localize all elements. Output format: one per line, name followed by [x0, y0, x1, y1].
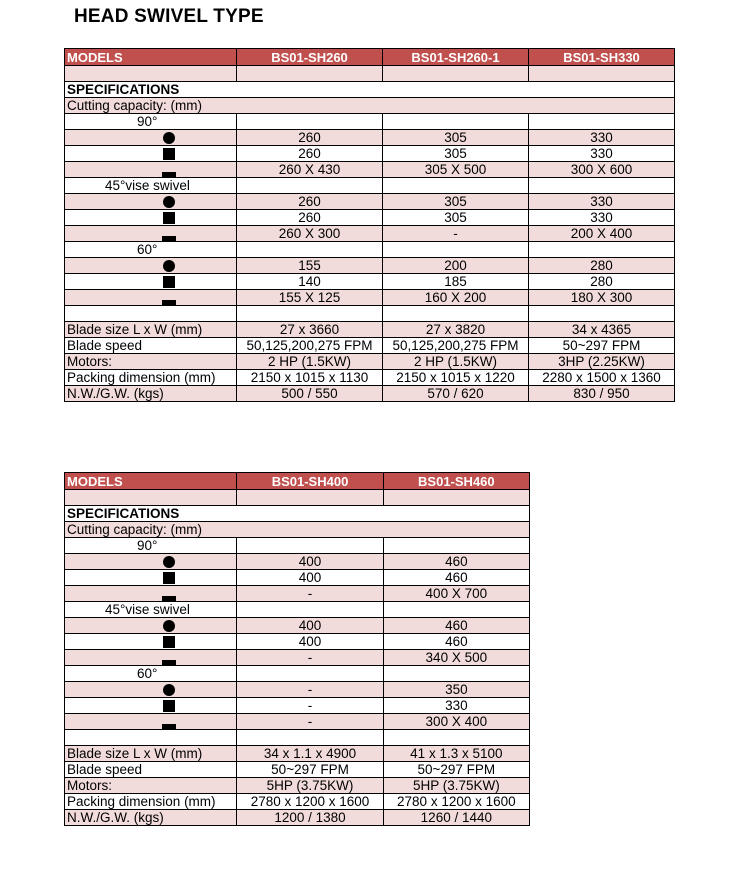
- blank-cell: [383, 538, 529, 554]
- specifications-heading: [65, 506, 530, 522]
- capacity-row: [65, 698, 530, 714]
- capacity-value: 260: [237, 146, 383, 162]
- capacity-value: 330: [529, 146, 675, 162]
- spec-row: [65, 322, 675, 338]
- capacity-value: 340 X 500: [383, 650, 529, 666]
- capacity-row: [65, 210, 675, 226]
- spec-label: N.W./G.W. (kgs): [65, 386, 237, 402]
- capacity-row: [65, 634, 530, 650]
- capacity-value: 280: [529, 258, 675, 274]
- blank-cell: [383, 66, 529, 82]
- capacity-row: [65, 146, 675, 162]
- blank-cell: [383, 730, 529, 746]
- blank-cell: [383, 114, 529, 130]
- spec-label: Packing dimension (mm): [65, 794, 237, 810]
- capacity-row: [65, 130, 675, 146]
- angle-90-label-label: 90°: [65, 114, 237, 130]
- models-label: MODELS: [65, 473, 237, 490]
- blank-row: [65, 306, 675, 322]
- flat-bar-icon: [162, 172, 176, 178]
- models-header-row: [65, 49, 675, 66]
- spec-label: Blade size L x W (mm): [65, 746, 237, 762]
- angle-60-label-label: 60°: [65, 666, 237, 682]
- models-header-row: [65, 473, 530, 490]
- blank-cell: [237, 666, 383, 682]
- flat-bar-icon: [162, 300, 176, 306]
- capacity-value: 300 X 600: [529, 162, 675, 178]
- blank-row: [65, 66, 675, 82]
- model-name: BS01-SH400: [237, 473, 383, 490]
- capacity-value: 160 X 200: [383, 290, 529, 306]
- angle-45-label-label: 45°vise swivel: [65, 178, 237, 194]
- spec-label: Blade speed: [65, 338, 237, 354]
- blank-cell: [529, 242, 675, 258]
- square-bar-cell: [65, 570, 237, 586]
- capacity-value: 460: [383, 554, 529, 570]
- spec-value: 830 / 950: [529, 386, 675, 402]
- round-bar-cell: [65, 682, 237, 698]
- capacity-row: [65, 258, 675, 274]
- blank-cell: [529, 178, 675, 194]
- capacity-value: 260 X 300: [237, 226, 383, 242]
- capacity-value: 330: [529, 210, 675, 226]
- angle-90-label: [65, 538, 530, 554]
- cutting-capacity-label-label: Cutting capacity: (mm): [65, 522, 530, 538]
- blank-cell: [529, 114, 675, 130]
- capacity-value: 330: [529, 130, 675, 146]
- spec-label: Blade size L x W (mm): [65, 322, 237, 338]
- blank-cell: [237, 490, 383, 506]
- spec-row: [65, 810, 530, 826]
- blank-cell: [237, 602, 383, 618]
- blank-cell: [383, 602, 529, 618]
- cutting-capacity-label: [65, 522, 530, 538]
- spec-value: 5HP (3.75KW): [383, 778, 529, 794]
- spec-value: 2780 x 1200 x 1600: [383, 794, 529, 810]
- blank-cell: [237, 242, 383, 258]
- round-bar-icon: [163, 556, 175, 568]
- square-bar-icon: [163, 572, 175, 584]
- cutting-capacity-label-label: Cutting capacity: (mm): [65, 98, 675, 114]
- capacity-value: 330: [529, 194, 675, 210]
- blank-cell: [383, 242, 529, 258]
- capacity-value: 400: [237, 570, 383, 586]
- flat-bar-icon: [162, 724, 176, 730]
- capacity-value: 305: [383, 146, 529, 162]
- flat-bar-cell: [65, 586, 237, 602]
- spec-table-2: [64, 472, 530, 826]
- capacity-value: 155: [237, 258, 383, 274]
- capacity-row: [65, 274, 675, 290]
- capacity-row: [65, 714, 530, 730]
- spec-row: [65, 370, 675, 386]
- spec-value: 50~297 FPM: [383, 762, 529, 778]
- capacity-value: -: [237, 650, 383, 666]
- square-bar-cell: [65, 146, 237, 162]
- square-bar-icon: [163, 636, 175, 648]
- capacity-value: 260: [237, 194, 383, 210]
- blank-cell: [529, 66, 675, 82]
- spec-row: [65, 746, 530, 762]
- square-bar-cell: [65, 634, 237, 650]
- capacity-value: 155 X 125: [237, 290, 383, 306]
- capacity-row: [65, 618, 530, 634]
- capacity-row: [65, 162, 675, 178]
- spec-row: [65, 386, 675, 402]
- spec-value: 27 x 3660: [237, 322, 383, 338]
- spec-value: 2 HP (1.5KW): [383, 354, 529, 370]
- angle-60-label: [65, 666, 530, 682]
- flat-bar-icon: [162, 236, 176, 242]
- cutting-capacity-label: [65, 98, 675, 114]
- flat-bar-icon: [162, 660, 176, 666]
- angle-90-label: [65, 114, 675, 130]
- specifications-heading-label: SPECIFICATIONS: [65, 82, 675, 98]
- models-label: MODELS: [65, 49, 237, 66]
- spec-value: 500 / 550: [237, 386, 383, 402]
- capacity-value: -: [237, 682, 383, 698]
- capacity-value: -: [237, 714, 383, 730]
- flat-bar-cell: [65, 162, 237, 178]
- blank-cell: [529, 306, 675, 322]
- blank-row: [65, 730, 530, 746]
- angle-45-label: [65, 178, 675, 194]
- capacity-value: 400 X 700: [383, 586, 529, 602]
- capacity-value: 305: [383, 130, 529, 146]
- specifications-heading-label: SPECIFICATIONS: [65, 506, 530, 522]
- angle-60-label-label: 60°: [65, 242, 237, 258]
- blank-cell: [383, 178, 529, 194]
- capacity-row: [65, 570, 530, 586]
- blank-cell: [383, 306, 529, 322]
- blank-cell: [237, 306, 383, 322]
- capacity-value: 140: [237, 274, 383, 290]
- flat-bar-cell: [65, 650, 237, 666]
- round-bar-cell: [65, 130, 237, 146]
- flat-bar-cell: [65, 290, 237, 306]
- capacity-value: 280: [529, 274, 675, 290]
- capacity-row: [65, 554, 530, 570]
- flat-bar-icon: [162, 596, 176, 602]
- square-bar-cell: [65, 274, 237, 290]
- blank-cell: [237, 66, 383, 82]
- spec-value: 50~297 FPM: [237, 762, 383, 778]
- spec-value: 34 x 4365: [529, 322, 675, 338]
- blank-cell: [383, 666, 529, 682]
- angle-90-label-label: 90°: [65, 538, 237, 554]
- blank-cell: [65, 730, 237, 746]
- spec-label: Blade speed: [65, 762, 237, 778]
- capacity-value: 305: [383, 210, 529, 226]
- capacity-value: 460: [383, 618, 529, 634]
- spec-value: 50,125,200,275 FPM: [237, 338, 383, 354]
- blank-row: [65, 490, 530, 506]
- round-bar-icon: [163, 684, 175, 696]
- round-bar-icon: [163, 196, 175, 208]
- spec-value: 2780 x 1200 x 1600: [237, 794, 383, 810]
- capacity-value: 200: [383, 258, 529, 274]
- capacity-value: 260 X 430: [237, 162, 383, 178]
- blank-cell: [237, 114, 383, 130]
- capacity-value: 400: [237, 554, 383, 570]
- round-bar-icon: [163, 260, 175, 272]
- spec-label: Motors:: [65, 778, 237, 794]
- spec-value: 50,125,200,275 FPM: [383, 338, 529, 354]
- capacity-value: 330: [383, 698, 529, 714]
- capacity-row: [65, 682, 530, 698]
- square-bar-icon: [163, 276, 175, 288]
- spec-row: [65, 338, 675, 354]
- capacity-row: [65, 650, 530, 666]
- capacity-value: 180 X 300: [529, 290, 675, 306]
- spec-value: 2150 x 1015 x 1130: [237, 370, 383, 386]
- capacity-row: [65, 586, 530, 602]
- spec-value: 41 x 1.3 x 5100: [383, 746, 529, 762]
- round-bar-cell: [65, 258, 237, 274]
- blank-cell: [65, 306, 237, 322]
- spec-label: Motors:: [65, 354, 237, 370]
- angle-45-label: [65, 602, 530, 618]
- spec-value: 1200 / 1380: [237, 810, 383, 826]
- blank-cell: [65, 490, 237, 506]
- model-name: BS01-SH330: [529, 49, 675, 66]
- capacity-value: 185: [383, 274, 529, 290]
- square-bar-icon: [163, 700, 175, 712]
- spec-value: 5HP (3.75KW): [237, 778, 383, 794]
- capacity-value: 305: [383, 194, 529, 210]
- square-bar-icon: [163, 148, 175, 160]
- model-name: BS01-SH260-1: [383, 49, 529, 66]
- capacity-value: 400: [237, 634, 383, 650]
- capacity-value: 200 X 400: [529, 226, 675, 242]
- capacity-value: -: [237, 698, 383, 714]
- capacity-row: [65, 226, 675, 242]
- spec-value: 2150 x 1015 x 1220: [383, 370, 529, 386]
- round-bar-cell: [65, 194, 237, 210]
- capacity-value: 260: [237, 130, 383, 146]
- blank-cell: [65, 66, 237, 82]
- spec-row: [65, 762, 530, 778]
- capacity-row: [65, 290, 675, 306]
- spec-value: 34 x 1.1 x 4900: [237, 746, 383, 762]
- spec-value: 50~297 FPM: [529, 338, 675, 354]
- capacity-value: 350: [383, 682, 529, 698]
- spec-row: [65, 794, 530, 810]
- capacity-value: 305 X 500: [383, 162, 529, 178]
- capacity-value: 300 X 400: [383, 714, 529, 730]
- flat-bar-cell: [65, 714, 237, 730]
- blank-cell: [237, 178, 383, 194]
- round-bar-cell: [65, 618, 237, 634]
- square-bar-cell: [65, 210, 237, 226]
- angle-45-label-label: 45°vise swivel: [65, 602, 237, 618]
- round-bar-icon: [163, 132, 175, 144]
- angle-60-label: [65, 242, 675, 258]
- model-name: BS01-SH260: [237, 49, 383, 66]
- spec-value: 3HP (2.25KW): [529, 354, 675, 370]
- capacity-value: 260: [237, 210, 383, 226]
- blank-cell: [383, 490, 529, 506]
- capacity-value: 400: [237, 618, 383, 634]
- capacity-value: 460: [383, 634, 529, 650]
- spec-value: 2280 x 1500 x 1360: [529, 370, 675, 386]
- spec-value: 2 HP (1.5KW): [237, 354, 383, 370]
- spec-row: [65, 778, 530, 794]
- capacity-value: -: [383, 226, 529, 242]
- round-bar-cell: [65, 554, 237, 570]
- model-name: BS01-SH460: [383, 473, 529, 490]
- spec-label: Packing dimension (mm): [65, 370, 237, 386]
- square-bar-icon: [163, 212, 175, 224]
- blank-cell: [237, 538, 383, 554]
- spec-value: 27 x 3820: [383, 322, 529, 338]
- capacity-row: [65, 194, 675, 210]
- round-bar-icon: [163, 620, 175, 632]
- specifications-heading: [65, 82, 675, 98]
- capacity-value: 460: [383, 570, 529, 586]
- spec-table-1: [64, 48, 675, 402]
- capacity-value: -: [237, 586, 383, 602]
- spec-row: [65, 354, 675, 370]
- page-title: HEAD SWIVEL TYPE: [74, 6, 264, 27]
- spec-value: 570 / 620: [383, 386, 529, 402]
- blank-cell: [237, 730, 383, 746]
- spec-label: N.W./G.W. (kgs): [65, 810, 237, 826]
- flat-bar-cell: [65, 226, 237, 242]
- spec-value: 1260 / 1440: [383, 810, 529, 826]
- square-bar-cell: [65, 698, 237, 714]
